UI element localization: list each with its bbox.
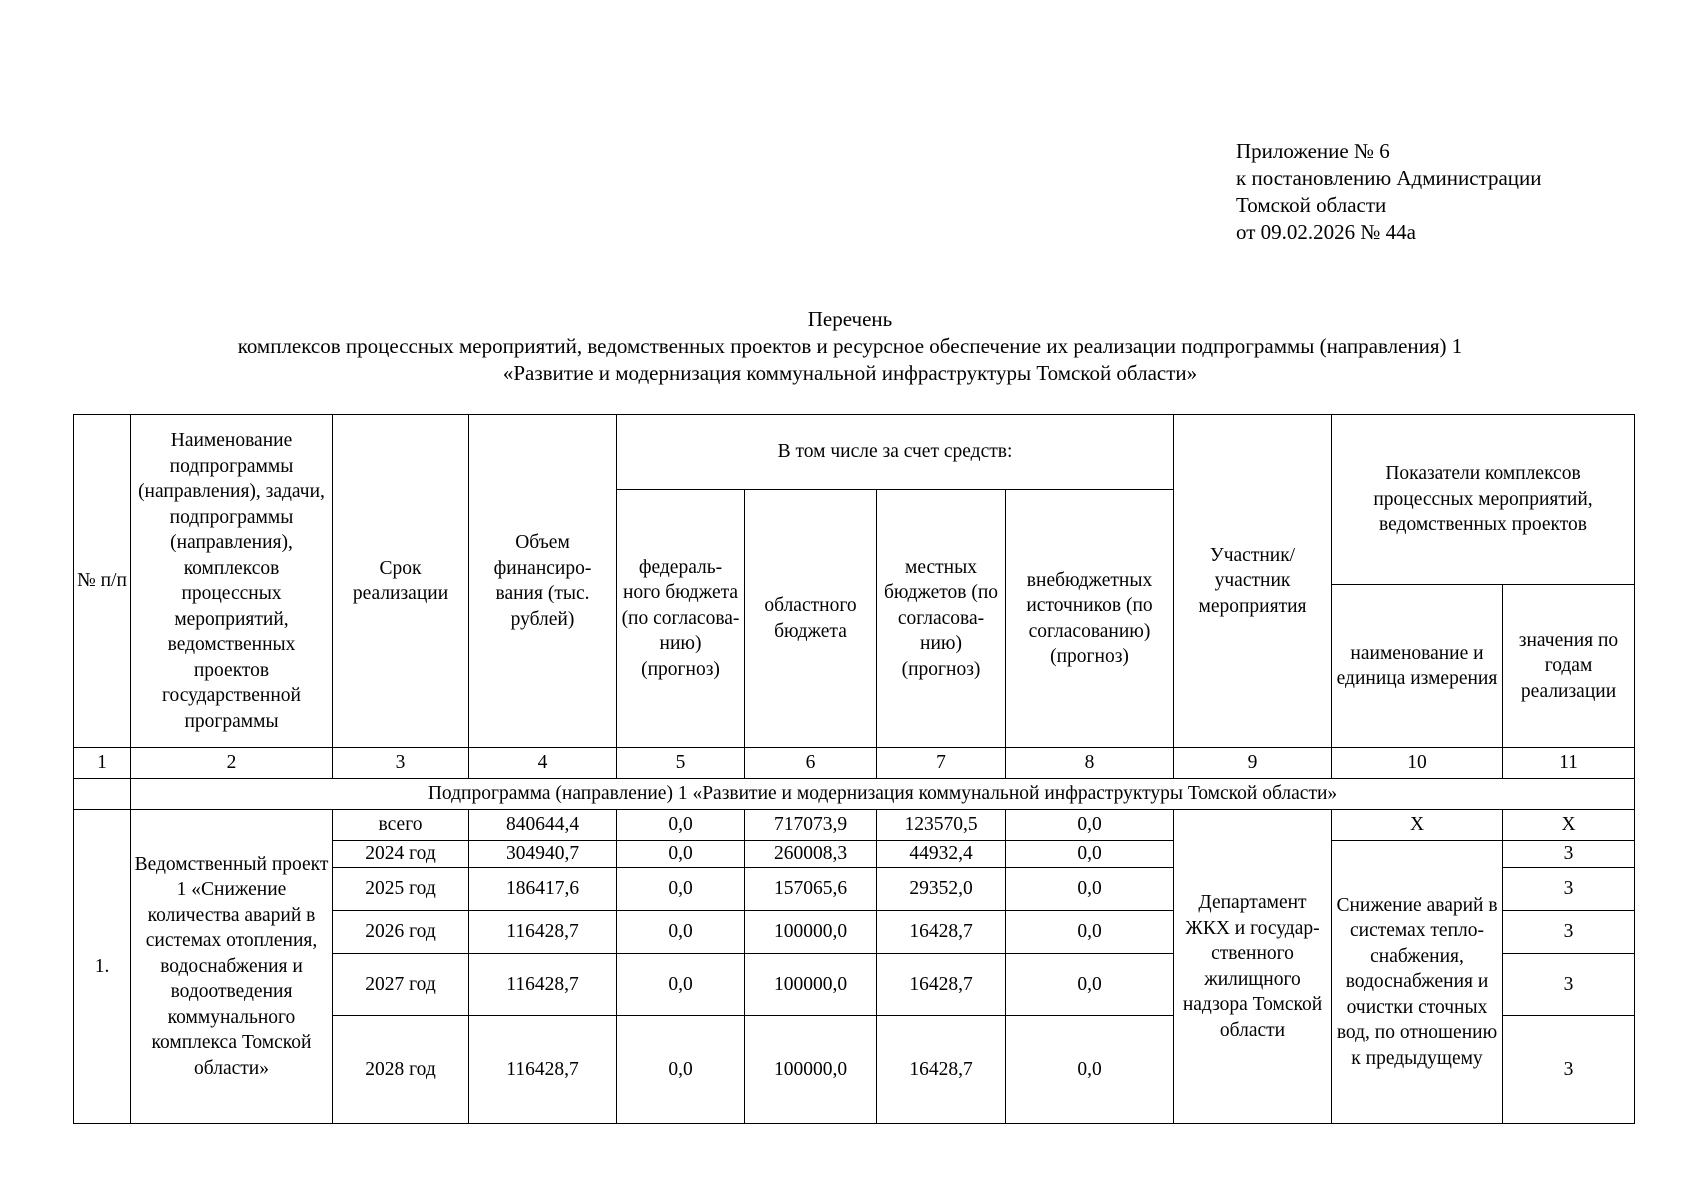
regional-cell: 260008,3	[745, 841, 877, 868]
extra-cell: 0,0	[1006, 911, 1174, 954]
header-num: № п/п	[74, 415, 131, 748]
regional-cell: 100000,0	[745, 1016, 877, 1124]
federal-cell: 0,0	[617, 911, 745, 954]
extra-cell: 0,0	[1006, 954, 1174, 1016]
regional-cell: 157065,6	[745, 868, 877, 911]
regional-cell: 717073,9	[745, 810, 877, 841]
value-cell: X	[1503, 810, 1635, 841]
extra-cell: 0,0	[1006, 841, 1174, 868]
header-term: Срок реализации	[333, 415, 469, 748]
header-extra: внебюджетных источников (по согласованию) (прогноз)	[1006, 490, 1174, 748]
volume-cell: 116428,7	[469, 954, 617, 1016]
subprogram-empty-cell	[74, 779, 131, 810]
federal-cell: 0,0	[617, 810, 745, 841]
header-indicator-name: наименование и единица измерения	[1332, 585, 1503, 748]
header-participant: Участник/ участник мероприятия	[1174, 415, 1332, 748]
local-cell: 44932,4	[877, 841, 1006, 868]
term-cell: 2026 год	[333, 911, 469, 954]
term-cell: 2027 год	[333, 954, 469, 1016]
value-cell: 3	[1503, 1016, 1635, 1124]
term-cell: 2028 год	[333, 1016, 469, 1124]
term-cell: всего	[333, 810, 469, 841]
subprogram-title: Подпрограмма (направление) 1 «Развитие и модернизация коммунальной инфраструктуры Томской области»	[131, 779, 1635, 810]
indicator-x-cell: X	[1332, 810, 1503, 841]
local-cell: 123570,5	[877, 810, 1006, 841]
column-number: 11	[1503, 748, 1635, 779]
column-number: 7	[877, 748, 1006, 779]
document-title	[60, 306, 1640, 387]
term-cell: 2025 год	[333, 868, 469, 911]
federal-cell: 0,0	[617, 868, 745, 911]
title-line: «Развитие и модернизация коммунальной инфраструктуры Томской области»	[502, 361, 1198, 385]
column-number: 9	[1174, 748, 1332, 779]
column-number: 3	[333, 748, 469, 779]
header-federal: федераль- ного бюджета (по согласова- нию) (прогноз)	[617, 490, 745, 748]
title-line: Перечень	[807, 307, 893, 331]
federal-cell: 0,0	[617, 1016, 745, 1124]
financing-table	[73, 414, 1635, 1124]
column-number: 6	[745, 748, 877, 779]
header-regional: областного бюджета	[745, 490, 877, 748]
local-cell: 16428,7	[877, 911, 1006, 954]
volume-cell: 186417,6	[469, 868, 617, 911]
title-line: комплексов процессных мероприятий, ведомственных проектов и ресурсное обеспечение их реализации подпрограммы (направления) 1	[237, 334, 1463, 358]
appendix-line: к постановлению Администрации	[1236, 166, 1542, 190]
appendix-note	[1236, 138, 1542, 246]
column-number: 2	[131, 748, 333, 779]
extra-cell: 0,0	[1006, 868, 1174, 911]
federal-cell: 0,0	[617, 841, 745, 868]
value-cell: 3	[1503, 954, 1635, 1016]
header-indicators: Показатели комплексов процессных мероприятий, ведомственных проектов	[1332, 415, 1635, 585]
header-volume: Объем финансиро- вания (тыс. рублей)	[469, 415, 617, 748]
local-cell: 16428,7	[877, 954, 1006, 1016]
appendix-line: Приложение № 6	[1236, 139, 1390, 163]
value-cell: 3	[1503, 841, 1635, 868]
extra-cell: 0,0	[1006, 1016, 1174, 1124]
header-including: В том числе за счет средств:	[617, 415, 1174, 490]
term-cell: 2024 год	[333, 841, 469, 868]
column-number: 10	[1332, 748, 1503, 779]
appendix-line: Томской области	[1236, 193, 1387, 217]
regional-cell: 100000,0	[745, 911, 877, 954]
project-number: 1.	[74, 810, 131, 1124]
volume-cell: 116428,7	[469, 1016, 617, 1124]
column-number: 4	[469, 748, 617, 779]
column-number: 8	[1006, 748, 1174, 779]
regional-cell: 100000,0	[745, 954, 877, 1016]
extra-cell: 0,0	[1006, 810, 1174, 841]
project-name: Ведомственный проект 1 «Снижение количества аварий в системах отопления, водоснабжения и водоотведения коммунального комплекса Томской области»	[131, 810, 333, 1124]
local-cell: 29352,0	[877, 868, 1006, 911]
volume-cell: 304940,7	[469, 841, 617, 868]
volume-cell: 116428,7	[469, 911, 617, 954]
indicator-name-cell: Снижение аварий в системах тепло- снабжения, водоснабжения и очистки сточных вод, по отношению к предыдущему	[1332, 841, 1503, 1124]
value-cell: 3	[1503, 911, 1635, 954]
column-number: 1	[74, 748, 131, 779]
column-number: 5	[617, 748, 745, 779]
appendix-line: от 09.02.2026 № 44а	[1236, 220, 1417, 244]
volume-cell: 840644,4	[469, 810, 617, 841]
header-local: местных бюджетов (по согласова- нию) (прогноз)	[877, 490, 1006, 748]
participant-cell: Департамент ЖКХ и государ- ственного жилищного надзора Томской области	[1174, 810, 1332, 1124]
header-indicator-values: значения по годам реализации	[1503, 585, 1635, 748]
value-cell: 3	[1503, 868, 1635, 911]
federal-cell: 0,0	[617, 954, 745, 1016]
local-cell: 16428,7	[877, 1016, 1006, 1124]
header-name: Наименование подпрограммы (направления), задачи, подпрограммы (направления), комплексов процессных мероприятий, ведомственных проектов государственной программы	[131, 415, 333, 748]
